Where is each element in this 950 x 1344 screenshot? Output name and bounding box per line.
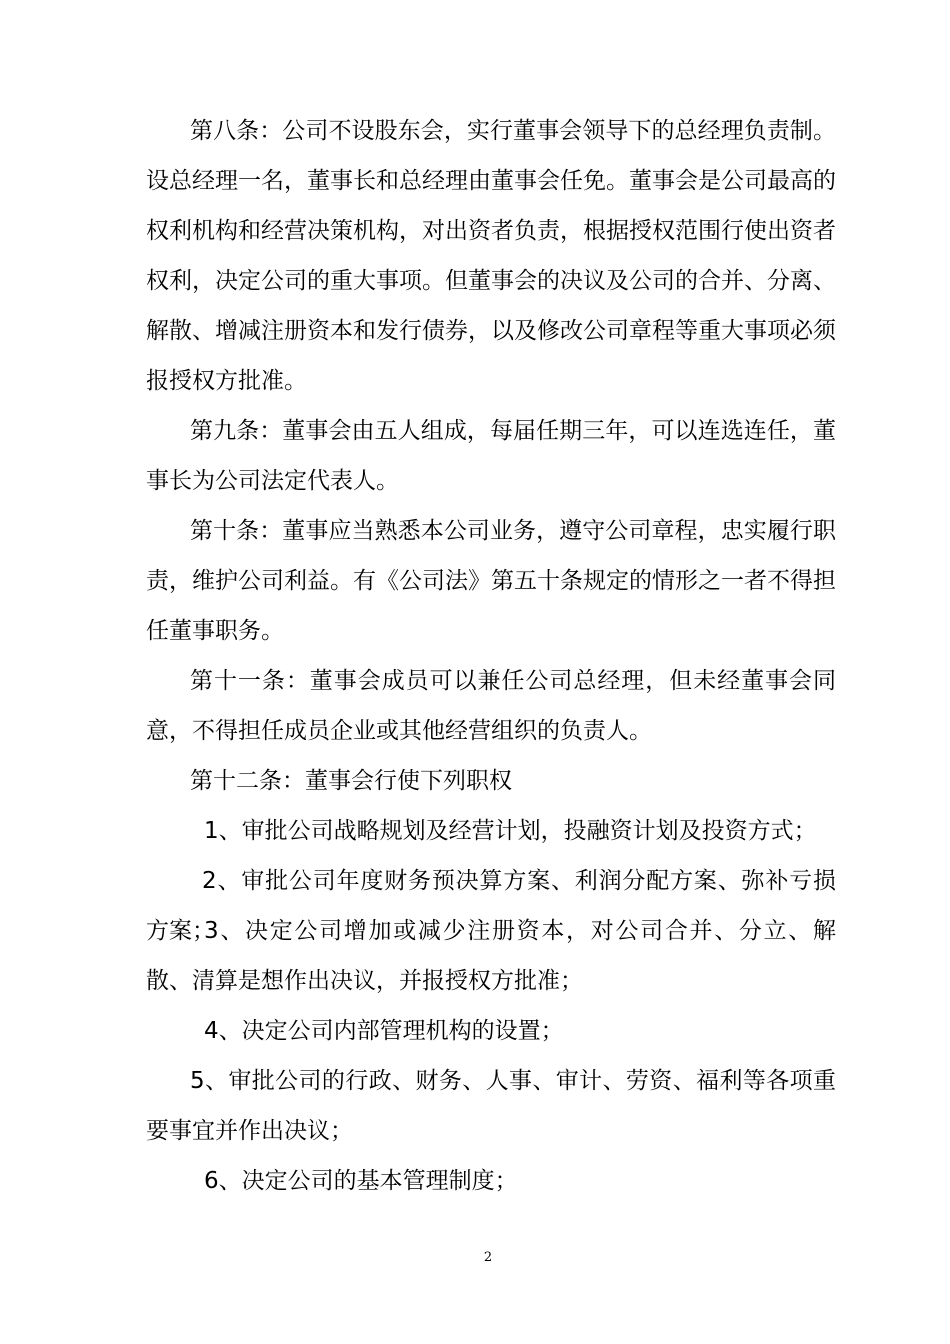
list-item: 6、决定公司的基本管理制度； bbox=[204, 1168, 518, 1194]
page-number: 2 bbox=[483, 1250, 493, 1265]
list-item: 4、决定公司内部管理机构的设置； bbox=[204, 1018, 564, 1044]
article-10-paragraph: 第十条：董事应当熟悉本公司业务，遵守公司章程，忠实履行职责，维护公司利益。有《公司法》第五十条规定的情形之一者不得担任董事职务。 bbox=[146, 518, 836, 644]
list-item: 1、审批公司战略规划及经营计划，投融资计划及投资方式； bbox=[204, 818, 817, 844]
article-8-paragraph: 第八条：公司不设股东会，实行董事会领导下的总经理负责制。设总经理一名，董事长和总经理由董事会任免。董事会是公司最高的权利机构和经营决策机构，对出资者负责，根据授权范围行使出资者权利，决定公司的重大事项。但董事会的决议及公司的合并、分离、解散、增减注册资本和发行债券，以及修改公司章程等重大事项必须报授权方批准。 bbox=[146, 118, 836, 394]
list-item: 2、审批公司年度财务预决算方案、利润分配方案、弥补亏损方案； bbox=[146, 868, 836, 944]
article-11-paragraph: 第十一条：董事会成员可以兼任公司总经理，但未经董事会同意，不得担任成员企业或其他经营组织的负责人。 bbox=[146, 668, 836, 744]
list-item: 5、审批公司的行政、财务、人事、审计、劳资、福利等各项重要事宜并作出决议； bbox=[146, 1068, 836, 1144]
article-9-paragraph: 第九条：董事会由五人组成，每届任期三年，可以连选连任，董事长为公司法定代表人。 bbox=[146, 418, 836, 494]
list-item: 3、决定公司增加或减少注册资本，对公司合并、分立、解散、清算是想作出决议，并报授权方批准； bbox=[146, 918, 836, 994]
article-12-paragraph: 第十二条：董事会行使下列职权 bbox=[190, 768, 512, 794]
